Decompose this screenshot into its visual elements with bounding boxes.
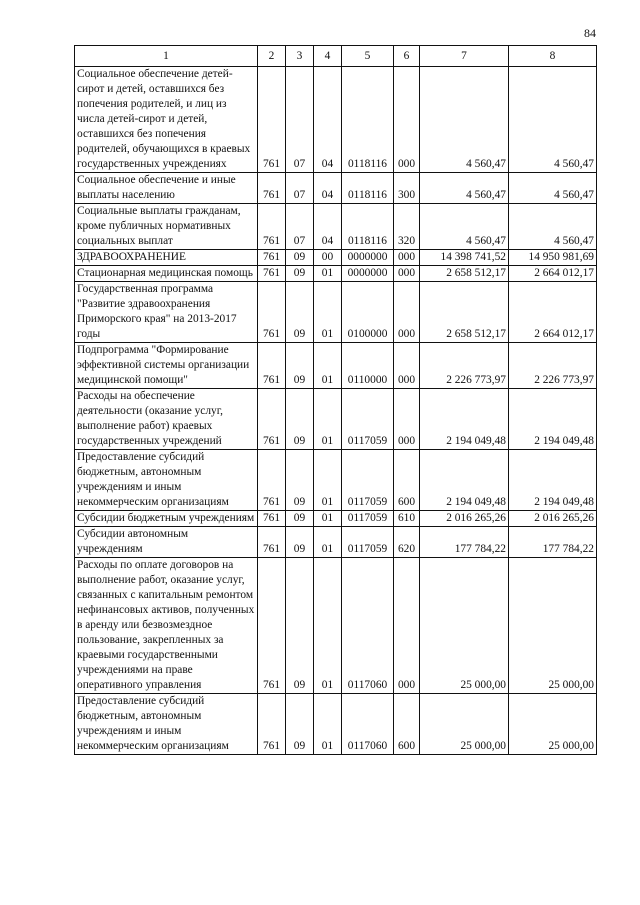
section-code: 09 <box>286 282 314 343</box>
amount-year-1: 4 560,47 <box>420 67 509 173</box>
amount-year-2: 2 664 012,17 <box>509 282 597 343</box>
row-description: Социальное обеспечение детей-сирот и детей, оставшихся без попечения родителей, и лиц из числа детей-сирот и детей, оставшихся без попечения родителей, обучающихся в краевых государственных учреждениях <box>75 67 258 173</box>
amount-year-2: 2 194 049,48 <box>509 450 597 511</box>
row-description: Стационарная медицинская помощь <box>75 266 258 282</box>
table-row <box>75 173 597 204</box>
target-article-code: 0100000 <box>342 282 394 343</box>
expense-type-code: 000 <box>394 67 420 173</box>
ministry-code: 761 <box>258 343 286 389</box>
ministry-code: 761 <box>258 450 286 511</box>
target-article-code: 0117059 <box>342 511 394 527</box>
subsection-code: 01 <box>314 450 342 511</box>
amount-year-1: 4 560,47 <box>420 204 509 250</box>
expense-type-code: 600 <box>394 694 420 755</box>
target-article-code: 0118116 <box>342 173 394 204</box>
table-row <box>75 389 597 450</box>
row-description: Социальное обеспечение и иные выплаты населению <box>75 173 258 204</box>
subsection-code: 00 <box>314 250 342 266</box>
ministry-code: 761 <box>258 558 286 694</box>
section-code: 09 <box>286 558 314 694</box>
row-description: Государственная программа "Развитие здравоохранения Приморского края" на 2013-2017 годы <box>75 282 258 343</box>
subsection-code: 01 <box>314 343 342 389</box>
row-description: Расходы на обеспечение деятельности (оказание услуг, выполнение работ) краевых государственных учреждений <box>75 389 258 450</box>
column-header: 2 <box>258 46 286 67</box>
table-row <box>75 343 597 389</box>
table-row <box>75 67 597 173</box>
section-code: 09 <box>286 343 314 389</box>
row-description: Субсидии автономным учреждениям <box>75 527 258 558</box>
ministry-code: 761 <box>258 173 286 204</box>
row-description: Предоставление субсидий бюджетным, автономным учреждениям и иным некоммерческим организациям <box>75 450 258 511</box>
ministry-code: 761 <box>258 204 286 250</box>
amount-year-1: 2 658 512,17 <box>420 266 509 282</box>
ministry-code: 761 <box>258 527 286 558</box>
ministry-code: 761 <box>258 282 286 343</box>
target-article-code: 0117060 <box>342 694 394 755</box>
row-description: Расходы по оплате договоров на выполнение работ, оказание услуг, связанных с капитальным ремонтом нефинансовых активов, полученных в аренду или безвозмездное пользование, закрепленных за краевыми государственными учреждениями на праве оперативного управления <box>75 558 258 694</box>
header-row <box>75 46 597 67</box>
expense-type-code: 000 <box>394 343 420 389</box>
row-description: Субсидии бюджетным учреждениям <box>75 511 258 527</box>
amount-year-1: 25 000,00 <box>420 558 509 694</box>
expense-type-code: 000 <box>394 266 420 282</box>
ministry-code: 761 <box>258 389 286 450</box>
amount-year-1: 177 784,22 <box>420 527 509 558</box>
ministry-code: 761 <box>258 67 286 173</box>
expense-type-code: 600 <box>394 450 420 511</box>
target-article-code: 0000000 <box>342 250 394 266</box>
section-code: 09 <box>286 527 314 558</box>
amount-year-1: 4 560,47 <box>420 173 509 204</box>
amount-year-2: 2 016 265,26 <box>509 511 597 527</box>
table-row <box>75 450 597 511</box>
amount-year-1: 2 194 049,48 <box>420 389 509 450</box>
section-code: 09 <box>286 450 314 511</box>
table-row <box>75 282 597 343</box>
amount-year-2: 177 784,22 <box>509 527 597 558</box>
table-row <box>75 250 597 266</box>
target-article-code: 0000000 <box>342 266 394 282</box>
amount-year-2: 25 000,00 <box>509 558 597 694</box>
subsection-code: 01 <box>314 694 342 755</box>
target-article-code: 0118116 <box>342 67 394 173</box>
expense-type-code: 000 <box>394 558 420 694</box>
section-code: 09 <box>286 694 314 755</box>
section-code: 07 <box>286 173 314 204</box>
section-code: 09 <box>286 511 314 527</box>
section-code: 07 <box>286 204 314 250</box>
table-row <box>75 558 597 694</box>
expense-type-code: 610 <box>394 511 420 527</box>
target-article-code: 0118116 <box>342 204 394 250</box>
section-code: 09 <box>286 250 314 266</box>
subsection-code: 04 <box>314 67 342 173</box>
expense-type-code: 000 <box>394 389 420 450</box>
table-body <box>75 67 597 755</box>
amount-year-2: 2 194 049,48 <box>509 389 597 450</box>
amount-year-1: 14 398 741,52 <box>420 250 509 266</box>
subsection-code: 04 <box>314 204 342 250</box>
table-row <box>75 266 597 282</box>
budget-table <box>74 45 597 755</box>
section-code: 07 <box>286 67 314 173</box>
amount-year-2: 4 560,47 <box>509 204 597 250</box>
amount-year-2: 2 664 012,17 <box>509 266 597 282</box>
table-row <box>75 204 597 250</box>
target-article-code: 0110000 <box>342 343 394 389</box>
amount-year-2: 4 560,47 <box>509 173 597 204</box>
amount-year-2: 4 560,47 <box>509 67 597 173</box>
section-code: 09 <box>286 266 314 282</box>
subsection-code: 01 <box>314 527 342 558</box>
expense-type-code: 320 <box>394 204 420 250</box>
table-row <box>75 694 597 755</box>
subsection-code: 04 <box>314 173 342 204</box>
expense-type-code: 000 <box>394 250 420 266</box>
page-number: 84 <box>584 26 596 40</box>
amount-year-1: 2 658 512,17 <box>420 282 509 343</box>
column-header: 4 <box>314 46 342 67</box>
amount-year-1: 2 226 773,97 <box>420 343 509 389</box>
subsection-code: 01 <box>314 282 342 343</box>
target-article-code: 0117059 <box>342 450 394 511</box>
subsection-code: 01 <box>314 266 342 282</box>
amount-year-2: 25 000,00 <box>509 694 597 755</box>
ministry-code: 761 <box>258 250 286 266</box>
table-row <box>75 527 597 558</box>
ministry-code: 761 <box>258 511 286 527</box>
column-header: 8 <box>509 46 597 67</box>
expense-type-code: 300 <box>394 173 420 204</box>
subsection-code: 01 <box>314 389 342 450</box>
row-description: ЗДРАВООХРАНЕНИЕ <box>75 250 258 266</box>
subsection-code: 01 <box>314 511 342 527</box>
target-article-code: 0117059 <box>342 527 394 558</box>
amount-year-1: 2 194 049,48 <box>420 450 509 511</box>
amount-year-2: 14 950 981,69 <box>509 250 597 266</box>
ministry-code: 761 <box>258 266 286 282</box>
column-header: 1 <box>75 46 258 67</box>
column-header: 7 <box>420 46 509 67</box>
target-article-code: 0117060 <box>342 558 394 694</box>
expense-type-code: 000 <box>394 282 420 343</box>
row-description: Социальные выплаты гражданам, кроме публичных нормативных социальных выплат <box>75 204 258 250</box>
amount-year-1: 2 016 265,26 <box>420 511 509 527</box>
column-header: 3 <box>286 46 314 67</box>
row-description: Предоставление субсидий бюджетным, автономным учреждениям и иным некоммерческим организациям <box>75 694 258 755</box>
ministry-code: 761 <box>258 694 286 755</box>
subsection-code: 01 <box>314 558 342 694</box>
column-header: 5 <box>342 46 394 67</box>
section-code: 09 <box>286 389 314 450</box>
table-row <box>75 511 597 527</box>
expense-type-code: 620 <box>394 527 420 558</box>
amount-year-1: 25 000,00 <box>420 694 509 755</box>
column-header: 6 <box>394 46 420 67</box>
amount-year-2: 2 226 773,97 <box>509 343 597 389</box>
target-article-code: 0117059 <box>342 389 394 450</box>
row-description: Подпрограмма "Формирование эффективной системы организации медицинской помощи" <box>75 343 258 389</box>
